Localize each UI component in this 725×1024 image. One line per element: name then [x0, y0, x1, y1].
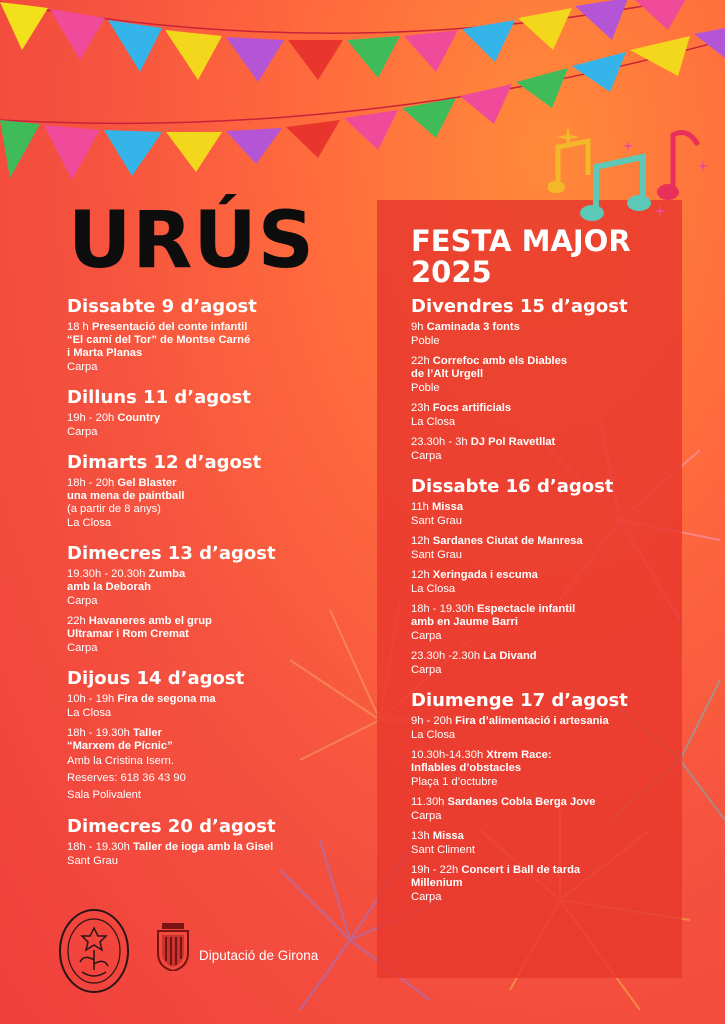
event-name: Taller de ioga amb la Gisel: [132, 841, 274, 853]
event-item: [67, 841, 307, 869]
event-detail: Reserves: 618 36 43 90: [67, 772, 186, 784]
event-item: [411, 535, 671, 563]
event-line: [411, 864, 671, 877]
event-location: Poble: [411, 382, 440, 394]
day-title: Dilluns 11 d’agost: [67, 387, 251, 408]
event-item: [411, 650, 671, 678]
event-item: [67, 477, 307, 531]
event-line: [411, 402, 671, 415]
event-line: [411, 501, 671, 514]
day-title: Diumenge 17 d’agost: [411, 690, 628, 711]
event-location: Carpa: [411, 630, 442, 642]
event-line: [411, 762, 671, 775]
event-line: [67, 740, 307, 753]
event-time: (a partir de 8 anys): [67, 503, 161, 515]
event-item: [67, 568, 307, 609]
event-item: [67, 727, 307, 804]
event-name: Sardanes Cobla Berga Jove: [447, 796, 596, 808]
day-block: [411, 296, 671, 464]
event-time: 19.30h - 20.30h: [67, 568, 149, 580]
schedule-left-column: [67, 296, 307, 881]
event-line: [411, 535, 671, 548]
event-line: [67, 412, 307, 425]
diputacio-shield-icon: [156, 923, 190, 971]
event-name: Missa: [432, 830, 464, 842]
event-name: Xeringada i escuma: [432, 569, 538, 581]
event-line: [411, 650, 671, 663]
day-block: [67, 452, 307, 531]
event-location: Sant Climent: [411, 844, 476, 856]
event-location: Carpa: [67, 642, 98, 654]
event-name: amb en Jaume Barri: [411, 616, 518, 628]
event-location: Carpa: [411, 891, 442, 903]
day-block: [67, 816, 307, 869]
event-line: [411, 715, 671, 728]
event-item: [411, 715, 671, 743]
event-line: [67, 581, 307, 594]
event-name: Sardanes Ciutat de Manresa: [432, 535, 583, 547]
schedule-right-column: [411, 296, 671, 917]
event-name: Missa: [431, 501, 464, 513]
event-time: 11.30h: [411, 796, 448, 808]
event-line: [411, 830, 671, 843]
event-location: Carpa: [67, 426, 98, 438]
event-time: 12h: [411, 535, 433, 547]
event-time: 10h - 19h: [67, 693, 118, 705]
event-name: Fira de segona ma: [117, 693, 216, 705]
event-name: Concert i Ball de tarda: [461, 864, 581, 876]
event-time: 11h: [411, 501, 432, 513]
event-item: [411, 355, 671, 396]
event-name: Inflables d’obstacles: [411, 762, 522, 774]
festa-year: 2025: [411, 255, 492, 289]
event-detail: Sala Polivalent: [67, 789, 142, 801]
event-name: Caminada 3 fonts: [426, 321, 520, 333]
event-name: Country: [117, 412, 161, 424]
day-block: [411, 476, 671, 678]
event-name: “Marxem de Pícnic”: [67, 740, 173, 752]
event-name: Havaneres amb el grup: [88, 615, 212, 627]
day-title: Dimecres 20 d’agost: [67, 816, 276, 837]
festa-major-heading: [411, 226, 631, 288]
event-name: La Divand: [483, 650, 537, 662]
event-location: Sant Grau: [67, 855, 118, 867]
event-line: [411, 321, 671, 334]
event-line: [67, 628, 307, 641]
day-title: Dissabte 16 d’agost: [411, 476, 614, 497]
event-location: Sant Grau: [411, 549, 462, 561]
event-time: 13h: [411, 830, 433, 842]
event-name: Taller: [132, 727, 162, 739]
event-line: [67, 727, 307, 740]
event-line: [67, 321, 307, 334]
event-time: 23.30h - 3h: [411, 436, 471, 448]
event-line: [67, 490, 307, 503]
event-item: [411, 749, 671, 790]
day-block: [67, 543, 307, 656]
event-location: La Closa: [411, 729, 456, 741]
event-line: [67, 693, 307, 706]
event-item: [67, 615, 307, 656]
day-title: Divendres 15 d’agost: [411, 296, 628, 317]
event-item: [67, 412, 307, 440]
event-name: DJ Pol Ravetllat: [470, 436, 556, 448]
event-name: i Marta Planas: [67, 347, 143, 359]
event-line: [411, 603, 671, 616]
event-name: Xtrem Race:: [486, 749, 552, 761]
event-time: 10.30h-14.30h: [411, 749, 487, 761]
event-item: [67, 321, 307, 375]
day-title: Dimecres 13 d’agost: [67, 543, 276, 564]
event-name: Fira d’alimentació i artesania: [455, 715, 609, 727]
event-name: “El camí del Tor” de Montse Carné: [67, 334, 251, 346]
event-name: amb la Deborah: [67, 581, 151, 593]
event-name: Ultramar i Rom Cremat: [67, 628, 189, 640]
music-notes-icon: [548, 105, 718, 225]
event-location: Carpa: [411, 664, 442, 676]
event-item: [411, 321, 671, 349]
event-time: 18h - 19.30h: [67, 841, 133, 853]
event-item: [411, 436, 671, 464]
event-location: La Closa: [411, 416, 456, 428]
event-time: 19h - 22h: [411, 864, 462, 876]
event-name: Zumba: [148, 568, 186, 580]
event-line: [411, 877, 671, 890]
event-detail: Amb la Cristina Isern.: [67, 755, 174, 767]
event-item: [411, 830, 671, 858]
event-time: 18 h: [67, 321, 92, 333]
event-name: de l’Alt Urgell: [411, 368, 484, 380]
event-location: Plaça 1 d’octubre: [411, 776, 498, 788]
town-title: URÚS: [68, 196, 315, 286]
event-item: [411, 569, 671, 597]
event-location: Carpa: [411, 450, 442, 462]
event-name: Presentació del conte infantil: [91, 321, 248, 333]
day-title: Dimarts 12 d’agost: [67, 452, 262, 473]
event-line: [67, 347, 307, 360]
event-line: [411, 569, 671, 582]
event-line: [411, 436, 671, 449]
event-item: [411, 864, 671, 905]
event-item: [67, 693, 307, 721]
day-block: [67, 668, 307, 804]
event-name: una mena de paintball: [67, 490, 185, 502]
event-line: [411, 749, 671, 762]
event-line: [67, 568, 307, 581]
event-location: Carpa: [67, 595, 98, 607]
event-line: [67, 615, 307, 628]
event-location: Poble: [411, 335, 440, 347]
event-line: [67, 503, 307, 516]
event-line: [411, 616, 671, 629]
event-location: Sant Grau: [411, 515, 462, 527]
event-name: Correfoc amb els Diables: [432, 355, 568, 367]
event-name: Espectacle infantil: [476, 603, 576, 615]
event-location: La Closa: [67, 707, 112, 719]
day-block: [411, 690, 671, 905]
event-time: 12h: [411, 569, 433, 581]
event-location: Carpa: [67, 361, 98, 373]
event-time: 18h - 20h: [67, 477, 118, 489]
event-time: 23h: [411, 402, 433, 414]
event-item: [411, 603, 671, 644]
day-block: [67, 387, 307, 440]
day-title: Dissabte 9 d’agost: [67, 296, 257, 317]
event-time: 23.30h -2.30h: [411, 650, 484, 662]
event-line: [411, 368, 671, 381]
event-time: 9h: [411, 321, 427, 333]
event-item: [411, 402, 671, 430]
event-name: Millenium: [411, 877, 463, 889]
event-name: Gel Blaster: [117, 477, 177, 489]
event-location: La Closa: [411, 583, 456, 595]
event-name: Focs artificials: [432, 402, 512, 414]
event-location: Carpa: [411, 810, 442, 822]
ajuntament-logo: [58, 908, 130, 994]
event-line: [67, 841, 307, 854]
diputacio-logo-text: Diputació de Girona: [199, 948, 319, 963]
event-time: 22h: [411, 355, 433, 367]
day-title: Dijous 14 d’agost: [67, 668, 245, 689]
event-time: 22h: [67, 615, 89, 627]
event-time: 18h - 19.30h: [67, 727, 133, 739]
festa-title: FESTA MAJOR: [411, 224, 631, 258]
event-location: La Closa: [67, 517, 112, 529]
event-item: [411, 501, 671, 529]
event-time: 9h - 20h: [411, 715, 456, 727]
event-time: 18h - 19.30h: [411, 603, 477, 615]
event-line: [411, 355, 671, 368]
event-line: [411, 796, 671, 809]
event-item: [411, 796, 671, 824]
event-line: [67, 334, 307, 347]
event-line: [67, 477, 307, 490]
day-block: [67, 296, 307, 375]
event-time: 19h - 20h: [67, 412, 118, 424]
